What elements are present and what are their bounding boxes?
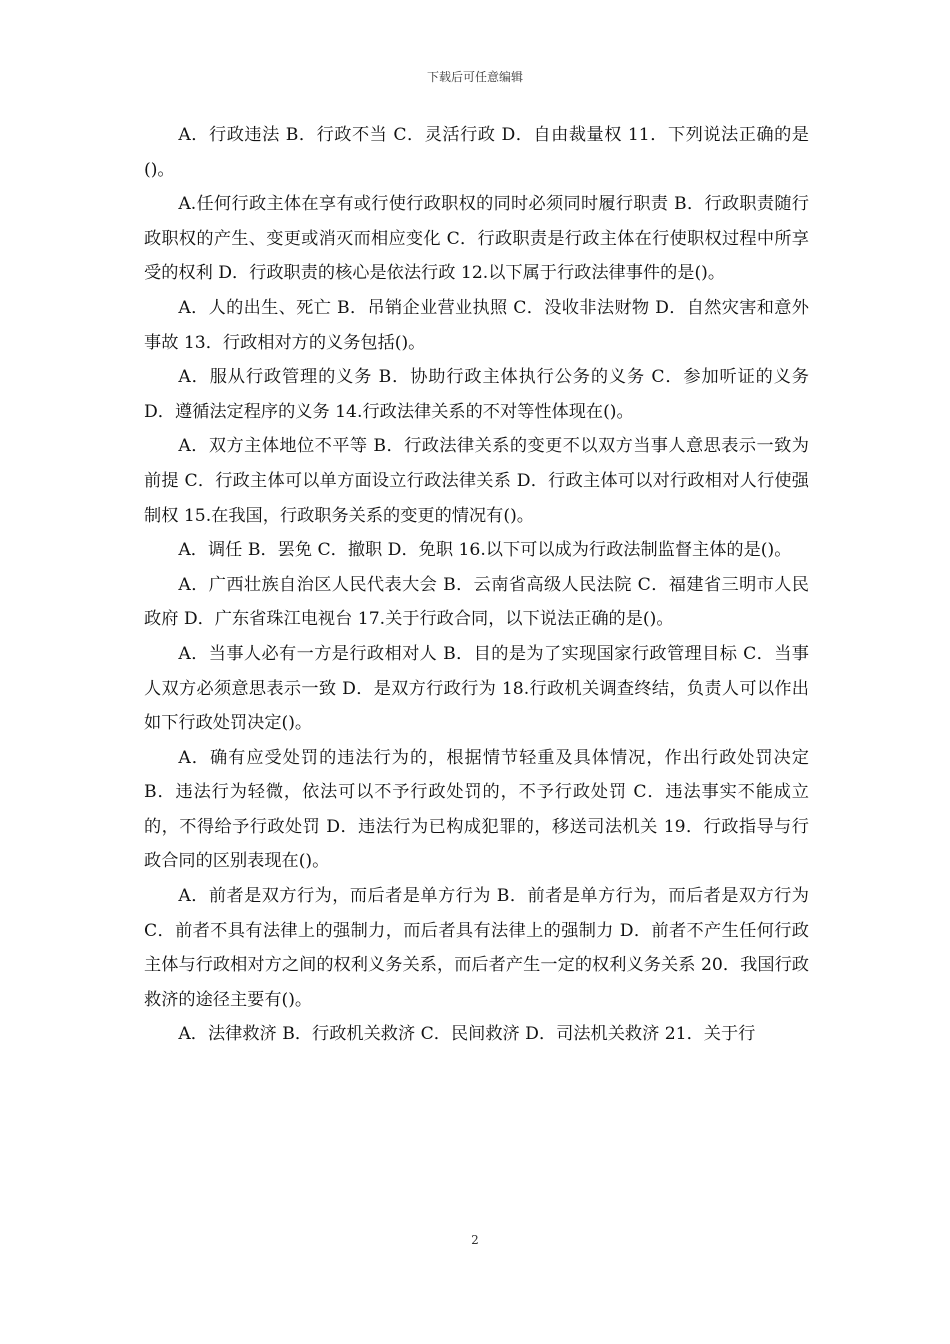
paragraph-question-13-options: A．服从行政管理的义务 B．协助行政主体执行公务的义务 C．参加听证的义务 D．遵循法定程序的义务 14.行政法律关系的不对等性体现在()。 [144,367,809,422]
page-header: 下载后可任意编辑 [426,70,523,84]
paragraph-question-12-options: A．人的出生、死亡 B．吊销企业营业执照 C．没收非法财物 D．自然灾害和意外事故 13．行政相对方的义务包括()。 [144,297,809,353]
paragraph-question-20-options: A．法律救济 B．行政机关救济 C．民间救济 D．司法机关救济 21．关于行 [178,1024,756,1045]
paragraph-question-17-options: A．当事人必有一方是行政相对人 B．目的是为了实现国家行政管理目标 C．当事人双方必须意思表示一致 D．是双方行政行为 18.行政机关调查终结，负责人可以作出如下行政处罚决定()。 [144,643,809,734]
paragraph-question-11-options: A.任何行政主体在享有或行使行政职权的同时必须同时履行职责 B．行政职责随行政职权的产生、变更或消灭而相应变化 C．行政职责是行政主体在行使职权过程中所享受的权利 D．行政职责的核心是依法行政 12.以下属于行政法律事件的是()。 [144,194,809,284]
paragraph-question-14-options: A．双方主体地位不平等 B．行政法律关系的变更不以双方当事人意思表示一致为前提 C．行政主体可以单方面设立行政法律关系 D．行政主体可以对行政相对人行使强制权 15.在我国，行政职务关系的变更的情况有()。 [144,436,809,526]
paragraph-question-16-options: A．广西壮族自治区人民代表大会 B．云南省高级人民法院 C．福建省三明市人民政府 D．广东省珠江电视台 17.关于行政合同，以下说法正确的是()。 [144,574,809,630]
paragraph-question-10-options: A．行政违法 B．行政不当 C．灵活行政 D．自由裁量权 11．下列说法正确的是()。 [144,125,809,180]
paragraph-question-15-options: A．调任 B．罢免 C．撤职 D．免职 16.以下可以成为行政法制监督主体的是()。 [178,540,792,561]
paragraph-question-19-options: A．前者是双方行为，而后者是单方行为 B．前者是单方行为，而后者是双方行为 C．前者不具有法律上的强制力，而后者具有法律上的强制力 D．前者不产生任何行政主体与行政相对方之间的权利义务关系，而后者产生一定的权利义务关系 20．我国行政救济的途径主要有()。 [144,886,809,1010]
document-body [144,118,809,1052]
paragraph-question-18-options: A．确有应受处罚的违法行为的，根据情节轻重及具体情况，作出行政处罚决定 B．违法行为轻微，依法可以不予行政处罚的，不予行政处罚 C．违法事实不能成立的，不得给予行政处罚 D．违法行为已构成犯罪的，移送司法机关 19．行政指导与行政合同的区别表现在()。 [144,747,809,872]
page-number: 2 [471,1233,479,1247]
